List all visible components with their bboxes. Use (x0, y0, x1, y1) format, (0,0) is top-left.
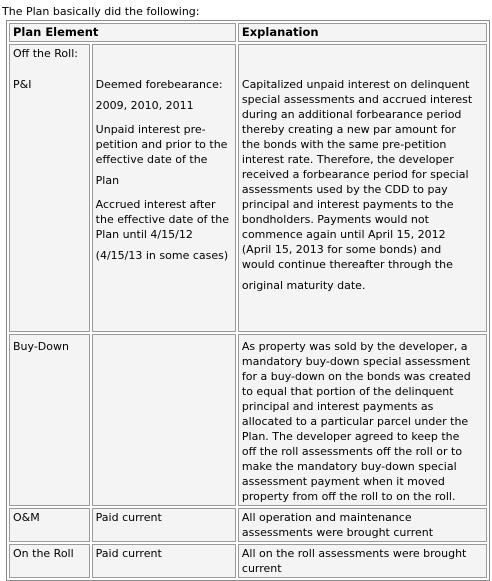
ontheroll-detail-cell: Paid current (92, 544, 236, 578)
pi-detail-line: Deemed forebearance: (95, 78, 223, 91)
pi-detail-line: (4/15/13 in some cases) (95, 249, 229, 262)
buydown-explanation-line: Plan. The developer agreed to keep the (241, 430, 460, 443)
pi-detail-line: Accrued interest after (95, 198, 216, 211)
buydown-explanation-line: principal and interest payments as (241, 400, 434, 413)
buydown-element-cell (9, 334, 90, 506)
om-explanation-cell (238, 508, 487, 542)
pi-explanation-line: would continue thereafter through the (241, 258, 453, 271)
buydown-detail-cell (92, 334, 236, 506)
pi-explanation-line: thereby creating a new par amount for (241, 123, 456, 136)
pi-explanation-line: received a forbearance period for special (241, 168, 469, 181)
table-row-pi (9, 44, 487, 332)
pi-explanation-line: bondholders. Payments would not (241, 213, 429, 226)
pi-explanation-line: principal and interest payments to the (241, 198, 454, 211)
buydown-explanation-line: to equal that portion of the delinquent (241, 385, 454, 398)
intro-text: The Plan basically did the following: (2, 5, 200, 18)
pi-explanation-line: interest rate. Therefore, the developer (241, 153, 454, 166)
pi-explanation-line: assessments used by the CDD to pay (241, 183, 448, 196)
ontheroll-explanation-line: All on the roll assessments were brought (241, 547, 467, 560)
pi-detail-line: petition and prior to the (95, 138, 228, 151)
buydown-label: Buy-Down (13, 340, 69, 353)
pi-explanation-line: special assessments and accrued interest (241, 93, 473, 106)
plan-table (6, 20, 490, 581)
buydown-explanation-line: for a buy-down on the bonds was created (241, 370, 471, 383)
header-explanation: Explanation (238, 23, 487, 42)
ontheroll-explanation-line: current (241, 562, 282, 575)
pi-detail-line: Unpaid interest pre- (95, 123, 206, 136)
pi-detail-line: 2009, 2010, 2011 (95, 99, 194, 112)
pi-explanation-line: during an additional forbearance period (241, 108, 462, 121)
buydown-explanation-line: off the roll assessments off the roll or to (241, 445, 463, 458)
buydown-explanation-cell (238, 334, 487, 506)
pi-detail-line: Plan until 4/15/12 (95, 228, 193, 241)
pi-explanation-line: original maturity date. (241, 279, 366, 292)
buydown-explanation-line: allocated to a particular parcel under the (241, 415, 469, 428)
pi-detail-cell (92, 44, 236, 332)
buydown-explanation-line: make the mandatory buy-down special (241, 460, 457, 473)
pi-detail-line: Plan (95, 174, 120, 187)
table-row-om (9, 508, 487, 542)
pi-label-off-the-roll: Off the Roll: (13, 47, 78, 60)
buydown-explanation-line: mandatory buy-down special assessment (241, 355, 471, 368)
pi-explanation-line: commence again until April 15, 2012 (241, 228, 446, 241)
ontheroll-element-cell: On the Roll (9, 544, 90, 578)
pi-detail-line: effective date of the (95, 153, 208, 166)
buydown-explanation-line: assessment payment when it moved (241, 475, 445, 488)
pi-explanation-line: Capitalized unpaid interest on delinquent (241, 78, 470, 91)
pi-explanation-line: (April 15, 2013 for some bonds) and (241, 243, 442, 256)
buydown-explanation-line: As property was sold by the developer, a (241, 340, 468, 353)
ontheroll-explanation-cell (238, 544, 487, 578)
pi-explanation-line: the bonds with the same pre-petition (241, 138, 447, 151)
header-plan-element: Plan Element (9, 23, 236, 42)
pi-explanation-cell (238, 44, 487, 332)
om-element-cell: O&M (9, 508, 90, 542)
table-row-on-the-roll (9, 544, 487, 578)
om-explanation-line: assessments were brought current (241, 526, 434, 539)
table-row-buydown (9, 334, 487, 506)
om-explanation-line: All operation and maintenance (241, 511, 412, 524)
pi-detail-line: the effective date of the (95, 213, 229, 226)
pi-label-pi: P&I (13, 78, 32, 91)
pi-element-cell (9, 44, 90, 332)
buydown-explanation-line: property from off the roll to on the roll. (241, 490, 456, 503)
om-detail-cell: Paid current (92, 508, 236, 542)
header-row (9, 23, 487, 42)
